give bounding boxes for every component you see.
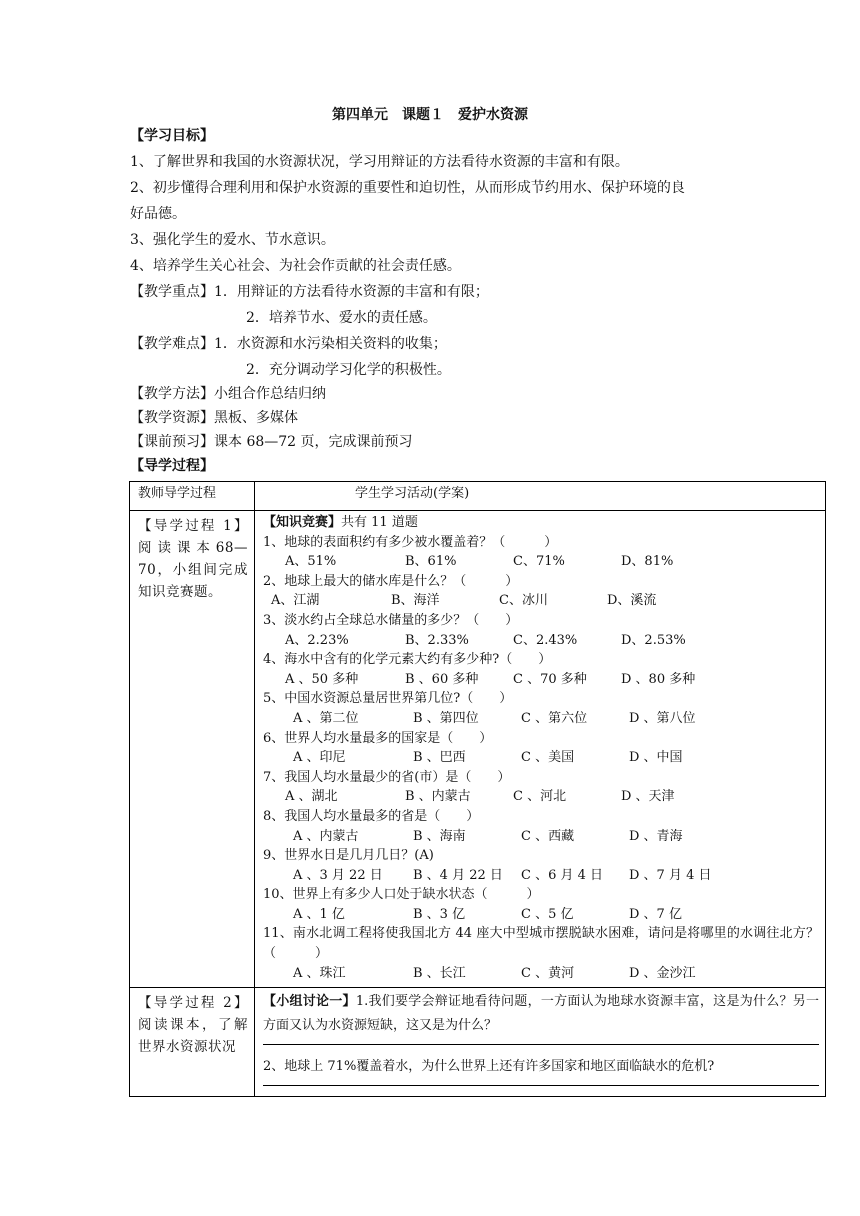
quiz-option: A 、50 多种: [285, 671, 359, 687]
quiz-options-3: [263, 631, 819, 651]
quiz-intro: [263, 513, 819, 533]
quiz-options-5: [263, 709, 819, 729]
quiz-option: D 、7 亿: [629, 906, 682, 922]
quiz-option: B、海洋: [391, 593, 440, 609]
method-value: 小组合作总结归纳: [214, 386, 326, 402]
quiz-option: C 、第六位: [521, 710, 588, 726]
difficulty-1: 1．水资源和水污染相关资料的收集；: [214, 336, 447, 352]
discussion-q1: [263, 990, 819, 1038]
quiz-option: C、71%: [513, 554, 565, 570]
quiz-option: D、2.53%: [621, 632, 686, 648]
objective-1: 1、了解世界和我国的水资源状况，学习用辩证的方法看待水资源的丰富和有限。: [130, 154, 629, 170]
quiz-question-2: 2、地球上最大的储水库是什么？（ ）: [263, 573, 519, 589]
answer-line-2: [263, 1085, 819, 1086]
quiz-option: A 、3 月 22 日: [293, 867, 383, 883]
method-label: 【教学方法】: [130, 386, 214, 402]
quiz-options-11: [263, 964, 819, 984]
quiz-option: B 、长江: [413, 965, 466, 981]
quiz-intro-label: 【知识竞赛】: [263, 515, 342, 530]
row1-left-cell: 【导学过程 1】阅读课本68—70，小组间完成知识竞赛题。: [130, 511, 255, 988]
quiz-option: A 、印尼: [293, 750, 346, 766]
quiz-question-4: 4、海水中含有的化学元素大约有多少种?（ ）: [263, 652, 552, 668]
quiz-options-6: [263, 748, 819, 768]
quiz-option: C 、70 多种: [513, 671, 587, 687]
preview-label: 【课前预习】: [130, 434, 214, 450]
quiz-option: D 、天津: [621, 789, 675, 805]
quiz-option: B 、60 多种: [405, 671, 479, 687]
col2-header: 学生学习活动(学案): [255, 482, 826, 511]
quiz-options-9: [263, 866, 819, 886]
quiz-question-5: 5、中国水资源总量居世界第几位?（ ）: [263, 691, 513, 707]
row2-right-cell: [255, 988, 826, 1097]
quiz-option: A 、湖北: [285, 789, 338, 805]
difficulty-2: 2．充分调动学习化学的积极性。: [246, 362, 451, 378]
quiz-option: D、溪流: [607, 593, 657, 609]
objectives-header: 【学习目标】: [130, 128, 214, 144]
table-header-row: [130, 482, 826, 511]
quiz-option: D 、中国: [629, 750, 683, 766]
table-row: [130, 511, 826, 988]
quiz-question-10: 10、世界上有多少人口处于缺水状态（ ）: [263, 887, 540, 903]
quiz-option: B、61%: [405, 554, 457, 570]
quiz-option: B 、巴西: [413, 750, 466, 766]
quiz-intro-text: 共有 11 道题: [341, 515, 418, 530]
quiz-question-1: 1、地球的表面积约有多少被水覆盖着？（ ）: [263, 534, 558, 550]
key-point-2: 2．培养节水、爱水的责任感。: [246, 310, 437, 326]
quiz-question-7: 7、我国人均水量最少的省(市）是（ ）: [263, 769, 511, 785]
preview-value: 课本 68—72 页，完成课前预习: [214, 434, 413, 450]
table-row: [130, 988, 826, 1097]
key-points-line-1: [130, 282, 489, 302]
quiz-option: D 、7 月 4 日: [629, 867, 712, 883]
quiz-options-4: [263, 670, 819, 690]
resources-line: [130, 408, 298, 428]
quiz-option: D 、80 多种: [621, 671, 696, 687]
quiz-option: B、2.33%: [405, 632, 469, 648]
discussion-q1-text: 1.我们要学会辩证地看待问题，一方面认为地球水资源丰富，这是为什么？另一方面又认为水资源短缺，这又是为什么？: [263, 994, 819, 1034]
quiz-option: C 、黄河: [521, 965, 575, 981]
quiz-option: A 、内蒙古: [293, 828, 359, 844]
resources-value: 黑板、多媒体: [214, 410, 298, 426]
quiz-option: A 、珠江: [293, 965, 346, 981]
objective-2-cont: 好品德。: [130, 206, 186, 222]
quiz-questions: [263, 533, 819, 984]
quiz-option: A、2.23%: [285, 632, 349, 648]
quiz-option: D 、第八位: [629, 710, 696, 726]
quiz-option: B 、内蒙古: [405, 789, 471, 805]
row1-right-cell: [255, 511, 826, 988]
resources-label: 【教学资源】: [130, 410, 214, 426]
answer-line-1: [263, 1044, 819, 1045]
quiz-question-9: 9、世界水日是几月几日？(A): [263, 848, 434, 864]
page-title: 第四单元 课题１ 爱护水资源: [332, 107, 528, 123]
objective-3: 3、强化学生的爱水、节水意识。: [130, 232, 335, 248]
quiz-option: D、81%: [621, 554, 674, 570]
key-points-label: 【教学重点】: [130, 284, 214, 300]
quiz-options-1: [263, 552, 819, 572]
quiz-option: C 、6 月 4 日: [521, 867, 604, 883]
quiz-options-2: [263, 591, 819, 611]
discussion-label: 【小组讨论一】: [263, 994, 356, 1010]
quiz-option: C 、5 亿: [521, 906, 574, 922]
process-table: [129, 481, 826, 1097]
quiz-option: D 、金沙江: [629, 965, 696, 981]
key-point-1: 1．用辩证的方法看待水资源的丰富和有限；: [214, 284, 489, 300]
quiz-option: C 、河北: [513, 789, 567, 805]
process-header: 【导学过程】: [130, 458, 214, 474]
quiz-option: C、2.43%: [513, 632, 578, 648]
col1-header: 教师导学过程: [130, 482, 255, 511]
quiz-option: D 、青海: [629, 828, 683, 844]
quiz-option: C、冰川: [499, 593, 548, 609]
quiz-question-11: 11、南水北调工程将使我国北方 44 座大中型城市摆脱缺水困难，请问是将哪里的水调往北方？（ ）: [263, 926, 819, 962]
difficulties-label: 【教学难点】: [130, 336, 214, 352]
quiz-option: A 、第二位: [293, 710, 359, 726]
quiz-option: B 、4 月 22 日: [413, 867, 503, 883]
discussion-q2: 2、地球上 71%覆盖着水，为什么世界上还有许多国家和地区面临缺水的危机?: [263, 1059, 715, 1075]
quiz-options-7: [263, 787, 819, 807]
quiz-option: A 、1 亿: [293, 906, 345, 922]
quiz-option: B 、海南: [413, 828, 466, 844]
method-line: [130, 384, 326, 404]
quiz-option: A、51%: [285, 554, 337, 570]
objective-4: 4、培养学生关心社会、为社会作贡献的社会责任感。: [130, 258, 461, 274]
quiz-option: C 、美国: [521, 750, 575, 766]
quiz-options-10: [263, 905, 819, 925]
objective-2: 2、初步懂得合理利用和保护水资源的重要性和迫切性，从而形成节约用水、保护环境的良: [130, 180, 685, 196]
difficulties-line-1: [130, 334, 447, 354]
quiz-option: B 、3 亿: [413, 906, 466, 922]
quiz-question-8: 8、我国人均水量最多的省是（ ）: [263, 808, 480, 824]
quiz-question-6: 6、世界人均水量最多的国家是（ ）: [263, 730, 493, 746]
preview-line: [130, 432, 413, 452]
quiz-option: A、江湖: [271, 593, 320, 609]
quiz-option: B 、第四位: [413, 710, 479, 726]
quiz-option: C 、西藏: [521, 828, 575, 844]
quiz-question-3: 3、淡水约占全球总水储量的多少？（ ）: [263, 612, 519, 628]
quiz-options-8: [263, 827, 819, 847]
row2-left-cell: 【导学过程 2】阅读课本，了解世界水资源状况: [130, 988, 255, 1097]
